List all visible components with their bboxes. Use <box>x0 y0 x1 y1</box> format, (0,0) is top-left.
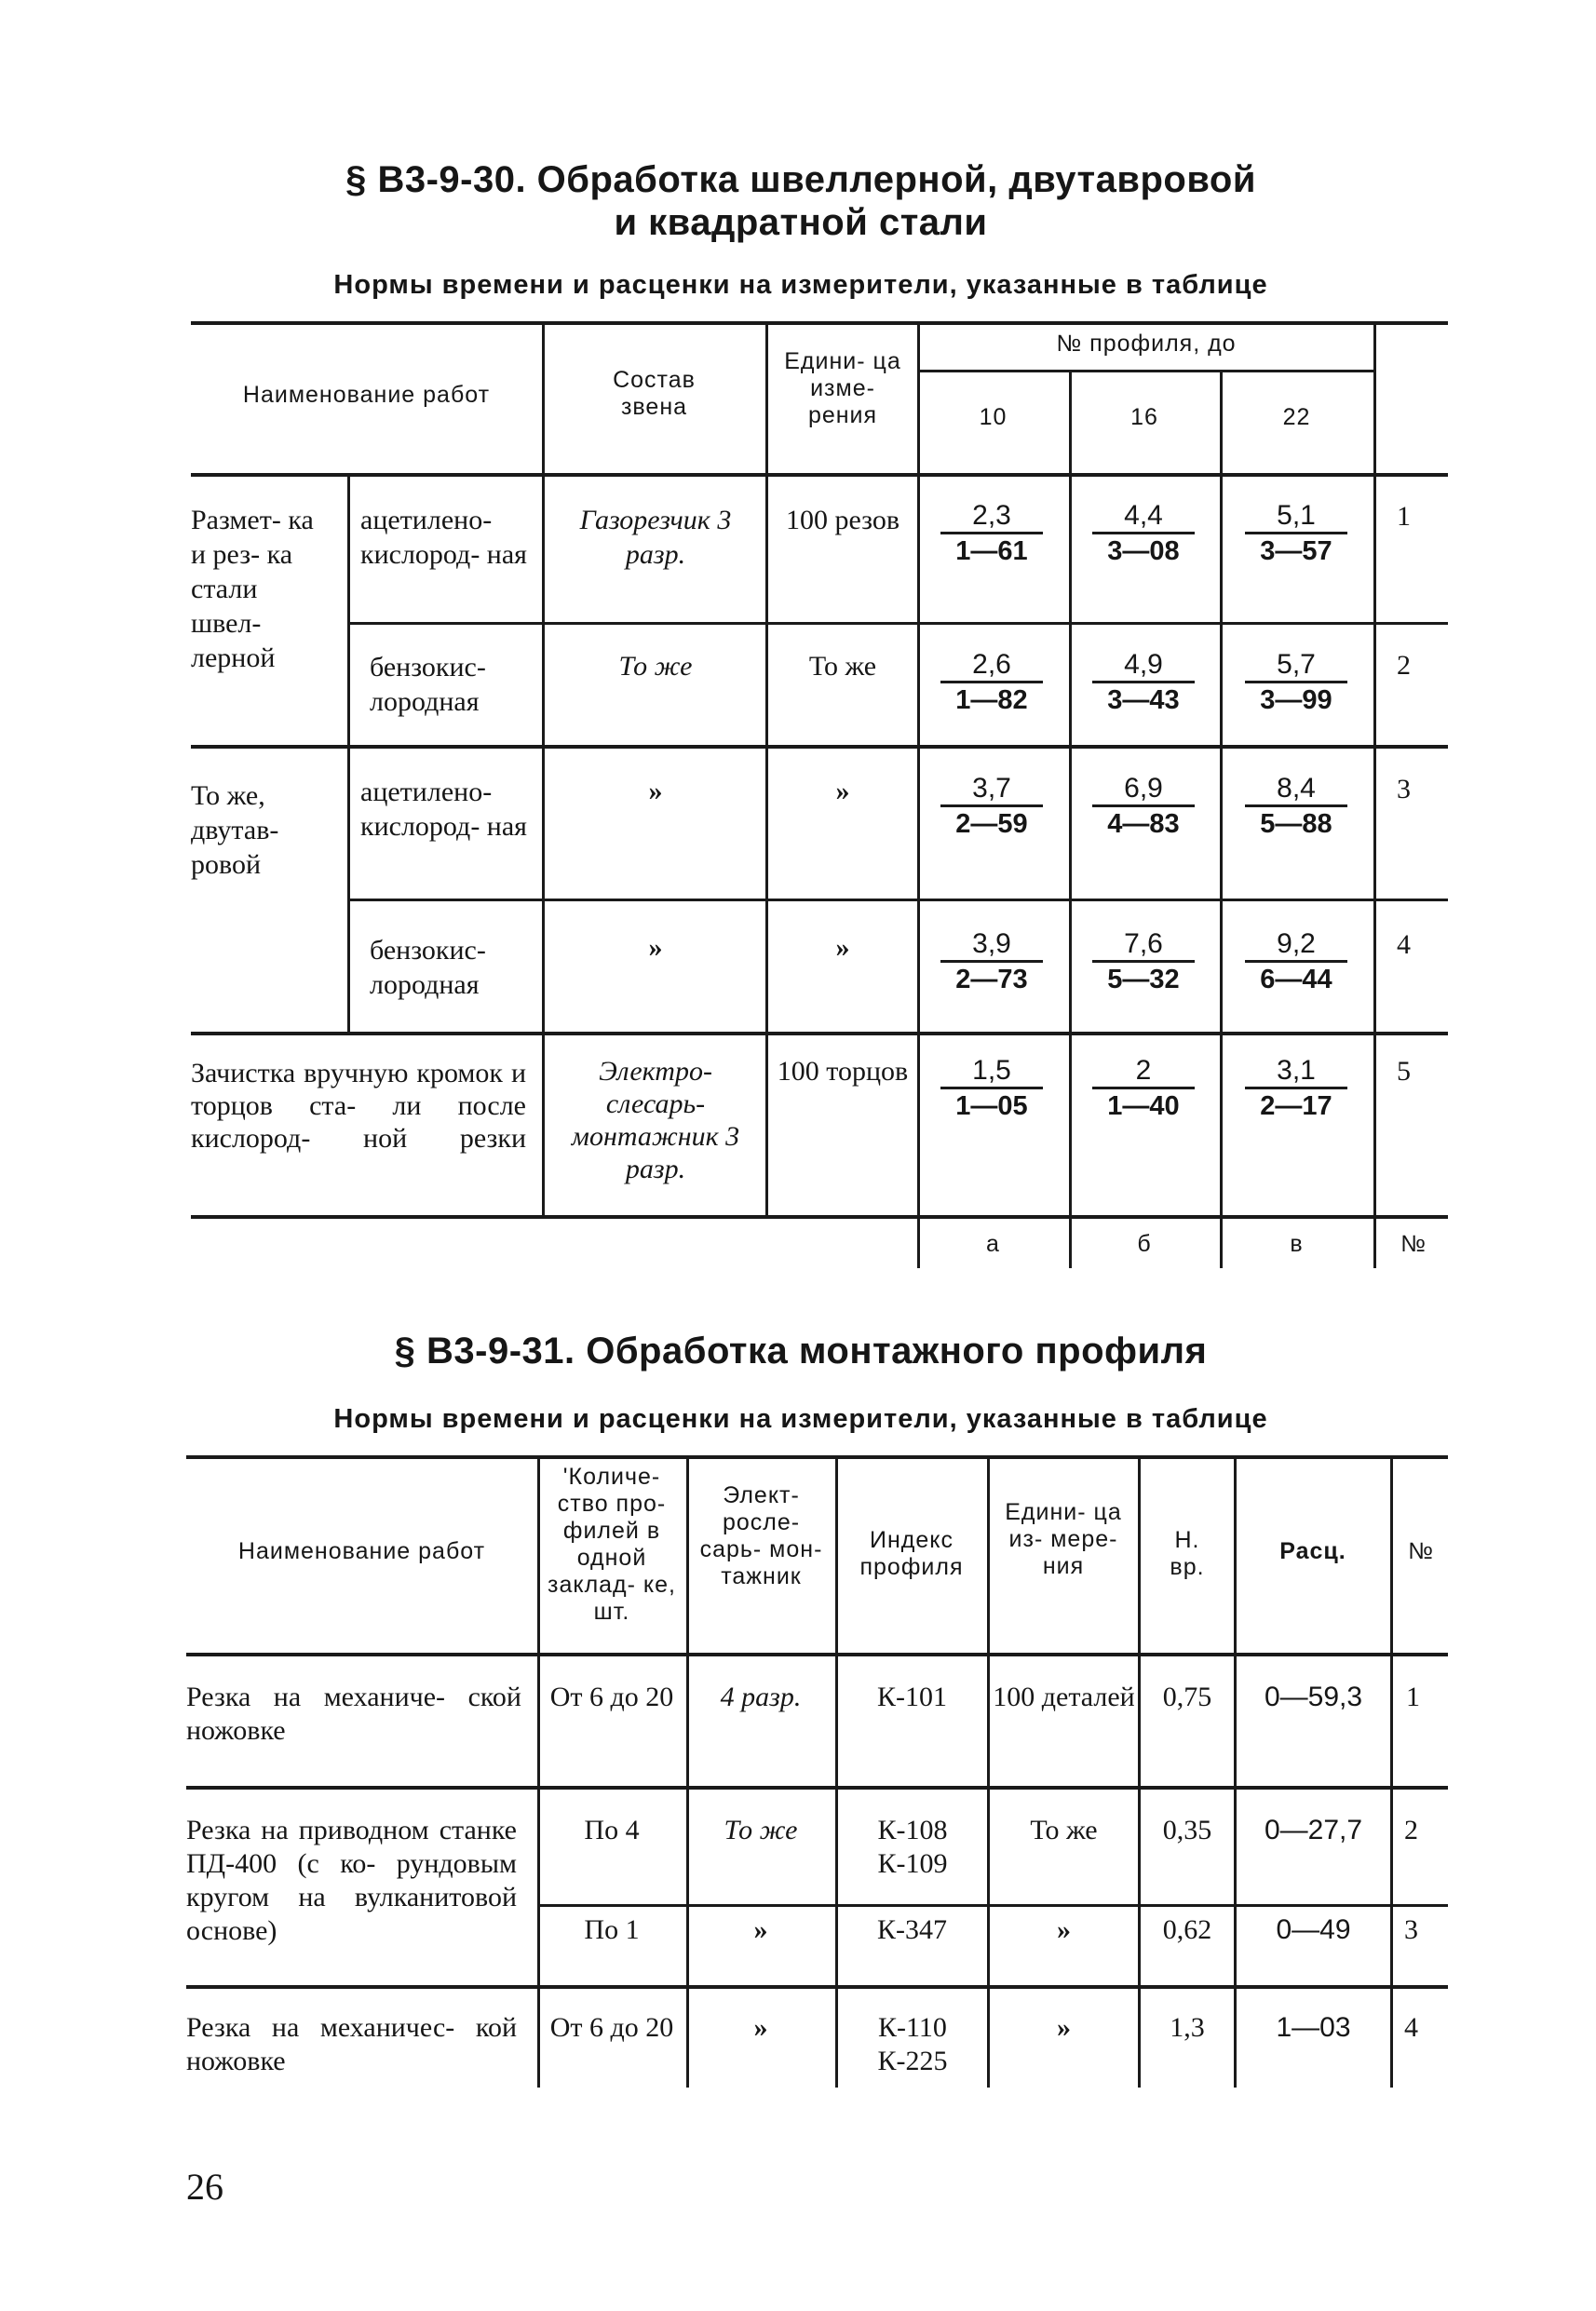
row1-value-a: 2,3 1—61 <box>936 500 1048 568</box>
s2-row1-norm: 0,75 <box>1162 1682 1212 1712</box>
header-unit: Едини- ца изме- рения <box>784 348 901 428</box>
header2-rate: Расц. <box>1279 1538 1346 1564</box>
page-number: 26 <box>186 2166 223 2208</box>
row5-name: Зачистка вручную кромок и торцов ста- ли после кислород- ной резки <box>191 1058 526 1154</box>
s2-row1-name: Резка на механиче- ской ножовке <box>186 1682 521 1746</box>
s2-row2-worker: То же <box>724 1815 798 1845</box>
header-profile-10: 10 <box>979 404 1008 430</box>
s2-row3-norm: 0,62 <box>1162 1914 1212 1945</box>
s2-row4-unit: » <box>1057 2012 1071 2043</box>
row4-value-a: 3,9 2—73 <box>936 928 1048 996</box>
row1-unit: 100 резов <box>785 505 900 535</box>
section2-subtitle: Нормы времени и расценки на измерители, указанные в таблице <box>333 1404 1268 1434</box>
s2-row4-worker: » <box>753 2012 768 2043</box>
section2-title: § В3-9-31. Обработка монтажного профиля <box>394 1331 1208 1372</box>
row2-unit: То же <box>808 651 877 682</box>
s2-row3-worker: » <box>753 1914 768 1945</box>
footer-col-number: № <box>1400 1231 1427 1257</box>
header2-index: Индекс профиля <box>859 1527 964 1580</box>
s2-row2-index: К-108 К-109 <box>877 1815 948 1879</box>
s2-row1-number: 1 <box>1406 1682 1420 1712</box>
header2-number: № <box>1408 1538 1434 1564</box>
s2-row3-index: К-347 <box>877 1914 947 1945</box>
section1-title <box>186 158 1415 244</box>
header-crew: Состав звена <box>613 367 696 420</box>
s2-row2-unit: То же <box>1030 1815 1098 1845</box>
row3-value-b: 6,9 4—83 <box>1088 773 1199 841</box>
row4-value-c: 9,2 6—44 <box>1240 928 1352 996</box>
row3-subtype: ацетилено- кислород- ная <box>360 777 527 842</box>
row2-value-b: 4,9 3—43 <box>1088 649 1199 717</box>
s2-row3-number: 3 <box>1404 1914 1418 1945</box>
header2-norm: Н. вр. <box>1170 1527 1205 1580</box>
s2-row2-qty: По 4 <box>584 1815 640 1845</box>
s2-row4-name: Резка на механичес- кой ножовке <box>186 2012 517 2076</box>
section1-subtitle: Нормы времени и расценки на измерители, указанные в таблице <box>333 270 1268 300</box>
s2-row4-number: 4 <box>1404 2012 1418 2043</box>
s2-row4-index: К-110 К-225 <box>877 2012 948 2076</box>
row2-value-c: 5,7 3—99 <box>1240 649 1352 717</box>
header2-unit: Едини- ца из- мере- ния <box>1005 1499 1122 1579</box>
row5-unit: 100 торцов <box>777 1056 909 1087</box>
row2-subtype: бензокис- лородная <box>370 652 486 717</box>
row3-number: 3 <box>1397 774 1411 804</box>
row5-value-a: 1,5 1—05 <box>936 1055 1048 1123</box>
header-profile-22: 22 <box>1282 404 1311 430</box>
s2-row4-rate: 1—03 <box>1276 2012 1351 2043</box>
row4-unit: » <box>835 932 850 963</box>
row2-number: 2 <box>1397 650 1411 681</box>
row3-unit: » <box>835 776 850 806</box>
row4-value-b: 7,6 5—32 <box>1088 928 1199 996</box>
s2-row1-unit: 100 деталей <box>993 1682 1135 1712</box>
row3-value-c: 8,4 5—88 <box>1240 773 1352 841</box>
section1-title-line2: и квадратной стали <box>614 202 988 243</box>
header2-worker: Элект- росле- сарь- мон- тажник <box>699 1482 823 1589</box>
row1-crew: Газорезчик 3 разр. <box>579 505 732 570</box>
row4-crew: » <box>648 932 663 963</box>
header-profile: № профиля, до <box>1056 331 1237 357</box>
header-profile-16: 16 <box>1130 404 1158 430</box>
s2-row3-unit: » <box>1057 1914 1071 1945</box>
row1-value-c: 5,1 3—57 <box>1240 500 1352 568</box>
row5-number: 5 <box>1397 1056 1411 1087</box>
row2-value-a: 2,6 1—82 <box>936 649 1048 717</box>
s2-group-name: Резка на приводном станке ПД-400 (с ко- рундовым кругом на вулканитовой основе) <box>186 1815 517 1946</box>
s2-row4-norm: 1,3 <box>1170 2012 1205 2043</box>
footer-col-a: а <box>986 1231 1000 1257</box>
row4-number: 4 <box>1397 929 1411 960</box>
header2-qty: 'Количе- ство про- филей в одной заклад- ке, шт. <box>547 1464 676 1625</box>
s2-row1-worker: 4 разр. <box>720 1682 802 1712</box>
group-ibeam-label: То же, двутав- ровой <box>191 780 279 880</box>
footer-col-b: б <box>1137 1231 1152 1257</box>
header-name: Наименование работ <box>242 382 491 408</box>
s2-row2-number: 2 <box>1404 1815 1418 1845</box>
section1-title-line1: § В3-9-30. Обработка швеллерной, двутавровой <box>345 159 1256 200</box>
s2-row1-index: К-101 <box>877 1682 947 1712</box>
s2-row3-rate: 0—49 <box>1276 1914 1351 1945</box>
row3-crew: » <box>648 776 663 806</box>
row1-number: 1 <box>1397 501 1411 532</box>
row4-subtype: бензокис- лородная <box>370 935 486 1000</box>
s2-row1-rate: 0—59,3 <box>1264 1682 1363 1712</box>
s2-row2-rate: 0—27,7 <box>1264 1815 1363 1845</box>
s2-row1-qty: От 6 до 20 <box>549 1682 674 1712</box>
row5-value-c: 3,1 2—17 <box>1240 1055 1352 1123</box>
row1-subtype: ацетилено- кислород- ная <box>360 505 527 570</box>
header2-name: Наименование работ <box>237 1538 486 1564</box>
row3-value-a: 3,7 2—59 <box>936 773 1048 841</box>
group-channel-label: Размет- ка и рез- ка стали швел- лерной <box>191 505 314 673</box>
s2-row4-qty: От 6 до 20 <box>549 2012 674 2043</box>
row5-crew: Электро- слесарь- монтажник 3 разр. <box>571 1056 740 1184</box>
row5-value-b: 2 1—40 <box>1088 1055 1199 1123</box>
s2-row3-qty: По 1 <box>584 1914 640 1945</box>
s2-row2-norm: 0,35 <box>1162 1815 1212 1845</box>
footer-col-c: в <box>1290 1231 1304 1257</box>
row2-crew: То же <box>618 651 693 682</box>
row1-value-b: 4,4 3—08 <box>1088 500 1199 568</box>
